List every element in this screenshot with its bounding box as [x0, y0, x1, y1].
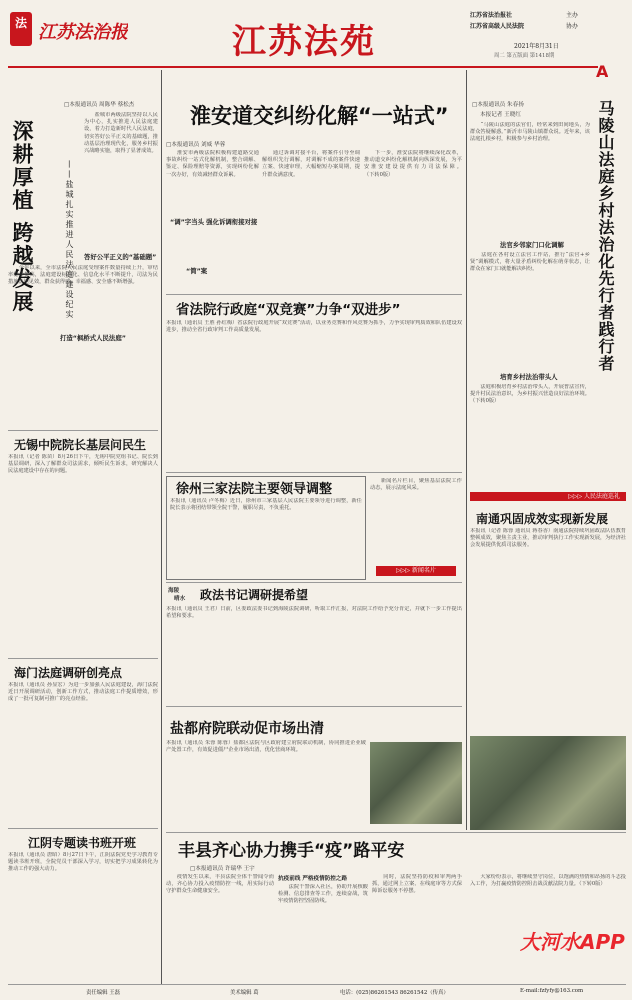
top-left-subhead: 答好公平正义的“基础题”	[84, 253, 157, 261]
footer-phone: 电话：(025)86261543 86261542（传真）	[340, 990, 449, 996]
footer-rule	[8, 984, 626, 985]
yandu-photo	[370, 742, 462, 824]
malingshan-body3: 法庭积极培育乡村法治带头人，开展普法宣传，提升村民法治意识，为乡村振兴营造良好法治环境。（下转0版）	[470, 384, 590, 405]
fengxian-title: 丰县齐心协力携手“疫”路平安	[178, 841, 405, 861]
footer-editor: 责任编辑 王磊	[86, 990, 121, 996]
column-divider	[466, 70, 467, 830]
malingshan-body1: “马陵山法庭的法官们，经常来到田间地头，为群众答疑解惑。”新沂市马陵山镇群众说。近年来，该法庭扎根乡村，积极参与乡村治理。	[470, 122, 590, 143]
huaian-subhead2: “简”案	[186, 267, 208, 275]
masthead	[0, 0, 632, 68]
divider	[166, 472, 462, 473]
malingshan-title: 马陵山法庭乡村法治化先行者践行者	[596, 100, 615, 372]
fengxian-body1: 疫情发生以来，丰县法院全体干警闻令而动，齐心协力投入疫情防控一线，用实际行动守护群众生命健康安全。	[166, 874, 274, 895]
divider	[8, 430, 158, 431]
org1: 江苏省法治报社	[470, 12, 513, 19]
divider	[8, 828, 158, 829]
zhengfa-title: 政法书记调研提希望	[200, 588, 309, 602]
xuzhou-byline: 本报讯（通讯员 卢冬梅）	[170, 498, 230, 504]
org2: 江苏省高级人民法院	[470, 23, 525, 30]
zhengfa-byline: 本报讯（通讯员 王君）	[166, 606, 221, 612]
nantong-photo	[470, 736, 626, 830]
shengfayuan-title: 省法院行政庭“双竞赛”力争“双进步”	[176, 302, 401, 318]
top-left-subhead2: 打造“枫桥式人民法庭”	[60, 334, 126, 342]
shengfayuan-body: 本报讯（通讯员 王胜 孙红梅）省法院行政庭开展“双竞赛”活动，以业务竞赛和作风竞赛为抓手，力争实现审判质效和队伍建设双进步，推动全省行政审判工作高质量发展。	[166, 320, 462, 334]
fengxian-body2: 法院干警深入社区，协助开展核酸检测、信息排查等工作，连续奋战，筑牢疫情防控坚固防线。	[278, 884, 368, 905]
top-left-body2: 今年以来，全市法院人民法庭受理案件数量持续上升，审结率稳步提高，法庭建设标准化、信息化水平不断提升，司法为民措施落地见效，群众获得感、幸福感、安全感不断增强。	[8, 265, 158, 286]
huaian-body2: 通过诉调对接平台，将案件引导至调解组织先行调解，对调解不成的案件快速立案、快速审理，大幅缩短办案周期，提升群众满意度。	[262, 150, 360, 178]
huaian-body3: 下一步，淮安法院将继续深化改革，推动道交纠纷化解机制向纵深发展，为平安淮安建设提供有力司法保障。（下转0版）	[364, 150, 462, 178]
fengxian-byline: □本报通讯员 许瑞华 王宇	[190, 866, 255, 872]
yandu-byline: 本报讯（通讯员 朱蓉 陈蓉）	[166, 740, 234, 746]
top-left-body: 盐城市两级法院坚持以人民为中心，扎实推进人民法庭建设，着力打造新时代人民法庭，切实答好公平正义的基础题，推动基层治理现代化，服务乡村振兴战略实施，取得了显著成效。	[84, 112, 158, 155]
malingshan-subhead1: 法官乡邻家门口化调解	[500, 241, 564, 249]
wuxi-title: 无锡中院院长基层问民生	[14, 438, 147, 452]
huaian-byline: □本报通讯员 刘威 华蓉	[166, 142, 226, 148]
paper-name: 江苏法治报	[38, 22, 128, 43]
divider	[8, 658, 158, 659]
page-letter: A	[596, 62, 609, 81]
haimen-title: 海门法庭调研创亮点	[14, 666, 123, 680]
top-left-byline: □本报通讯员 周陈华 蔡松杰	[64, 102, 135, 108]
nantong-title: 南通巩固成效实现新发展	[476, 512, 609, 526]
court-band: ▷▷▷ 人民法庭巡礼	[470, 492, 626, 501]
fengxian-subhead: 抗疫前线 严格疫情防控之路	[278, 876, 348, 882]
divider	[166, 706, 462, 707]
logo-tag: 法	[14, 16, 27, 30]
top-left-title: 深耕厚植 跨越发展	[10, 120, 34, 314]
huaian-title: 淮安道交纠纷化解“一站式”	[190, 104, 449, 128]
haimen-body: 本报讯（通讯员 孙显宏）为进一步加强人民法庭建设，海门法院近日开展调研活动，创新工作方式，推动法庭工作提质增效，形成了一批可复制可推广的亮点经验。	[8, 682, 158, 703]
issue-date: 2021年8月31日	[514, 43, 559, 50]
divider	[166, 832, 626, 833]
org1-role: 主办	[566, 12, 579, 19]
huaian-subhead1: “调”字当头 强化诉调衔接对接	[170, 218, 258, 226]
malingshan-body2: 法庭在各村设立法官工作站，推行“法官+乡贤”调解模式，将大量矛盾纠纷化解在萌芽状态，让群众在家门口就能解决纠纷。	[470, 252, 590, 273]
malingshan-subhead2: 培育乡村法治带头人	[500, 373, 558, 381]
fengxian-body3: 同时，法院坚持防疫和审判两手抓，通过网上立案、在线庭审等方式保障诉讼服务不停摆。	[372, 874, 462, 895]
wuxi-byline: 本报讯（记者 陈苗）	[8, 454, 58, 460]
jiangyin-body: 本报讯（通讯员 唐昭）8月27日下午，江阴法院党史学习教育专题读书班开班，全院党员干部深入学习，切实把学习成果转化为推动工作的强大动力。	[8, 852, 158, 873]
section-title: 江苏法苑	[232, 22, 376, 62]
zhengfa-body: 本报讯（通讯员 王君）日前，区委政法委书记到海陵法院调研，听取工作汇报，对法院工作给予充分肯定，并就下一步工作提出希望和要求。	[166, 606, 462, 620]
haimen-byline: 本报讯（通讯员 孙显宏）	[8, 682, 69, 688]
watermark: 大河水APP	[520, 930, 625, 954]
org2-role: 协办	[566, 23, 579, 30]
xuzhou-body: 本报讯（通讯员 卢冬梅）近日，徐州市三家基层人民法院主要领导进行调整，新任院长表示将团结带领全院干警，履职尽责，不负重托。	[170, 498, 362, 512]
news-card-body: 新闻名片栏目，聚焦基层法院工作动态，展示法庭风采。	[370, 478, 462, 492]
fengxian-body4: 大家纷纷表示，将继续坚守岗位，以饱满的热情和昂扬的斗志投入工作，为打赢疫情防控阻击战贡献法院力量。（下转0版）	[470, 874, 626, 888]
yandu-body: 本报讯（通讯员 朱蓉 陈蓉）盐都区法院与区政府建立府院联动机制，协同推进企业破产处置工作，有效促进僵尸企业市场出清，优化营商环境。	[166, 740, 366, 754]
nantong-byline: 本报讯（记者 陈蓉 通讯员 蒋春香）	[470, 528, 554, 534]
malingshan-byline: □本报通讯员 朱春扬	[472, 102, 524, 108]
column-divider	[161, 70, 162, 985]
wuxi-body: 本报讯（记者 陈苗）8月26日下午，无锡中院党组书记、院长到基层调研，深入了解群众司法需求，倾听民生诉求，研究解决人民法庭建设中存在的问题。	[8, 454, 158, 475]
huaian-footnote: （下转0版）	[364, 171, 394, 178]
shengfayuan-byline: 本报讯（通讯员 王胜 孙红梅）	[166, 320, 238, 326]
news-card-tag: ▷▷▷ 新闻名片	[376, 566, 456, 576]
divider	[166, 582, 462, 583]
top-left-subtitle: ——盐城扎实推进人民法庭建设纪实	[65, 160, 74, 320]
yandu-title: 盐都府院联动促市场出清	[170, 721, 324, 737]
issue-number: 周二 第五版面 第1418期	[494, 53, 555, 59]
masthead-rule	[8, 66, 598, 68]
footer-layout: 美术编辑 葛	[230, 990, 259, 996]
jiangyin-byline: 本报讯（通讯员 唐昭）	[8, 852, 63, 858]
jiangyin-title: 江阴专题读书班开班	[28, 836, 137, 850]
nantong-body: 本报讯（记者 陈蓉 通讯员 蒋春香）南通法院持续巩固政法队伍教育整顿成效，聚焦主责主业，推动审判执行工作实现新发展，为经济社会发展提供优质司法服务。	[470, 528, 626, 549]
logo-emblem	[10, 12, 32, 46]
divider	[166, 294, 462, 295]
xuzhou-title: 徐州三家法院主要领导调整	[176, 482, 333, 497]
malingshan-byline2: 本报记者 王晓红	[480, 112, 521, 118]
zhengfa-tag2: 晴水	[174, 596, 186, 602]
footer-email: E-mail:fzfyfy@163.com	[520, 988, 584, 994]
zhengfa-tag1: 海陵	[168, 588, 180, 594]
huaian-body1: 淮安市两级法院积极构建道路交通事故纠纷一站式化解机制，整合调解、鉴定、保险理赔等资源，实现纠纷化解一次办好，有效减轻群众诉累。	[166, 150, 259, 178]
